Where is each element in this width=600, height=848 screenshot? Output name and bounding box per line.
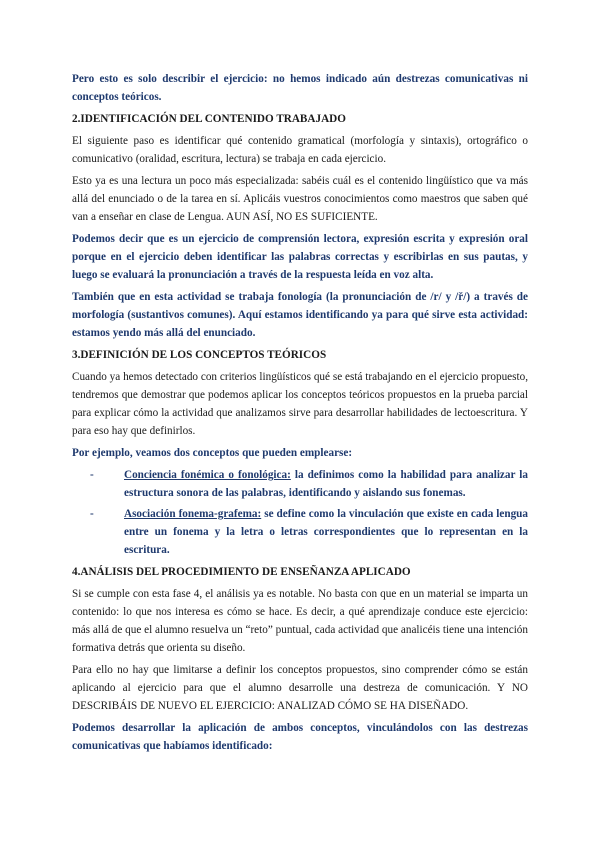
section-2-paragraph-2: Esto ya es una lectura un poco más especializada: sabéis cuál es el contenido lingüístico que va más allá del enunciado o de la tarea en sí. Aplicáis vuestros conocimientos como maestros que saben qué van a enseñar en clase de Lengua. AUN ASÍ, NO ES SUFICIENTE. bbox=[72, 175, 528, 223]
section-3-paragraph-2: Por ejemplo, veamos dos conceptos que pueden emplearse: bbox=[72, 447, 353, 459]
list-item bbox=[90, 466, 528, 502]
section-3-title: 3.DEFINICIÓN DE LOS CONCEPTOS TEÓRICOS bbox=[72, 349, 327, 361]
section-2-paragraph-4: También que en esta actividad se trabaja fonología (la pronunciación de /r/ y /ř/) a través de morfología (sustantivos comunes). Aquí estamos identificando ya para qué sirve esta actividad: estamos yendo más allá del enunciado. bbox=[72, 291, 528, 339]
list-item bbox=[90, 505, 528, 559]
list-dash: - bbox=[90, 508, 94, 520]
concept-term: Conciencia fonémica o fonológica: bbox=[124, 469, 291, 481]
concept-list bbox=[72, 466, 528, 559]
section-2-paragraph-1: El siguiente paso es identificar qué contenido gramatical (morfología y sintaxis), ortográfico o comunicativo (oralidad, escritura, lectura) se trabaja en cada ejercicio. bbox=[72, 135, 528, 165]
section-4-paragraph-3: Podemos desarrollar la aplicación de ambos conceptos, vinculándolos con las destrezas comunicativas que habíamos identificado: bbox=[72, 722, 528, 752]
intro-note: Pero esto es solo describir el ejercicio: no hemos indicado aún destrezas comunicativas ni conceptos teóricos. bbox=[72, 73, 528, 103]
section-4-paragraph-1: Si se cumple con esta fase 4, el análisis ya es notable. No basta con que en un material se imparta un contenido: lo que nos interesa es cómo se hace. Es decir, a qué aprendizaje conduce este ejercicio: más allá de que el alumno resuelva un “reto” puntual, cada actividad que analicéis tiene una intención formativa detrás que orienta su diseño. bbox=[72, 588, 528, 654]
section-4-title: 4.ANÁLISIS DEL PROCEDIMIENTO DE ENSEÑANZA APLICADO bbox=[72, 566, 411, 578]
concept-term: Asociación fonema-grafema: bbox=[124, 508, 262, 520]
concept-definition: se define como la vinculación que existe en cada lengua entre un fonema y la letra o letras correspondientes que lo representan en la escritura. bbox=[124, 508, 528, 556]
concept-definition: la definimos como la habilidad para analizar la estructura sonora de las palabras, identificando y aislando sus fonemas. bbox=[124, 469, 528, 499]
section-3-paragraph-1: Cuando ya hemos detectado con criterios lingüísticos qué se está trabajando en el ejercicio propuesto, tendremos que demostrar que podemos aplicar los conceptos teóricos propuestos en la prueba parcial para explicar cómo la actividad que analizamos sirve para desarrollar habilidades de lectoescritura. Y para eso hay que definirlos. bbox=[72, 371, 528, 437]
section-2-paragraph-3: Podemos decir que es un ejercicio de comprensión lectora, expresión escrita y expresión oral porque en el ejercicio deben identificar las palabras correctas y escribirlas en sus pautas, y luego se evaluará la pronunciación a través de la respuesta leída en voz alta. bbox=[72, 233, 528, 281]
section-4-paragraph-2: Para ello no hay que limitarse a definir los conceptos propuestos, sino comprender cómo se están aplicando al ejercicio para que el alumno desarrolle una destreza de comunicación. Y NO DESCRIBÁIS DE NUEVO EL EJERCICIO: ANALIZAD CÓMO SE HA DISEÑADO. bbox=[72, 664, 528, 712]
list-dash: - bbox=[90, 469, 94, 481]
section-2-title: 2.IDENTIFICACIÓN DEL CONTENIDO TRABAJADO bbox=[72, 113, 346, 125]
